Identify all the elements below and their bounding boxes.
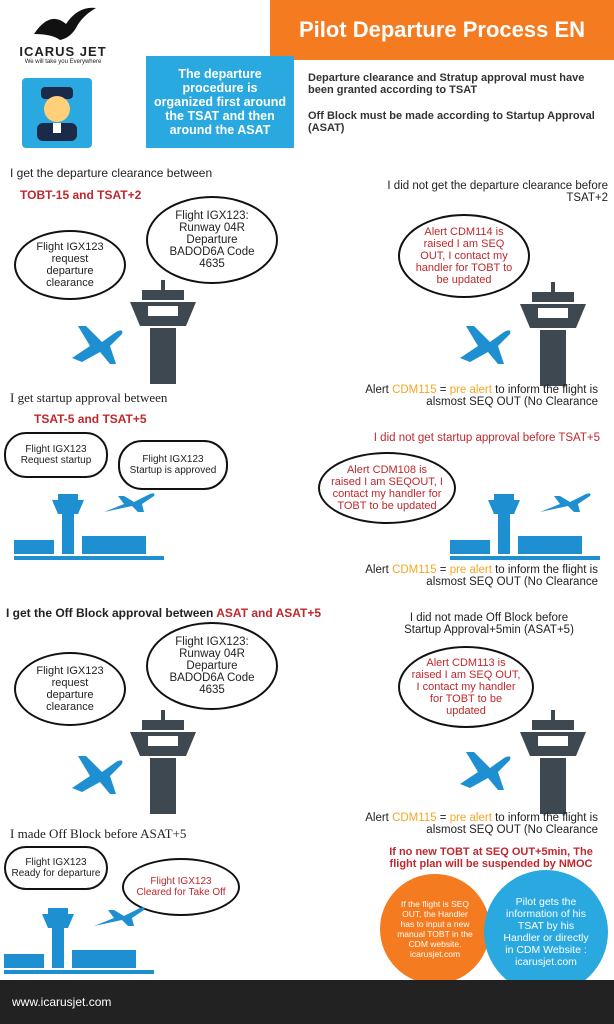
s3-tower-bubble: Flight IGX123: Runway 04R Departure BADOD6A Code 4635 [146, 622, 278, 710]
s4-pilot-bubble: Flight IGX123 Ready for departure [4, 846, 108, 890]
brand-name: ICARUS JET [19, 44, 107, 59]
pilot-avatar [22, 78, 92, 148]
brand-tagline: We will take you Everywhere [24, 59, 102, 65]
s1-left-range: TOBT-15 and TSAT+2 [20, 188, 142, 202]
footer [0, 980, 614, 1024]
s4-blue-circle: Pilot gets the information of his TSAT by his Handler or directly in CDM Website : icarusjet.com [484, 870, 608, 994]
s2-prealert: Alert CDM115 = pre alert to inform the flight is alsmost SEQ OUT (No Clearance [365, 564, 598, 588]
plane-icon [68, 748, 126, 796]
s4-left-heading: I made Off Block before ASAT+5 [10, 826, 187, 841]
footer-link[interactable]: www.icarusjet.com [12, 995, 112, 1009]
s2-left-range: TSAT-5 and TSAT+5 [34, 412, 147, 426]
intro-line-1: Departure clearance and Stratup approval must have been granted according to TSAT [308, 72, 585, 96]
s4-tower-bubble: Flight IGX123 Cleared for Take Off [122, 858, 240, 916]
s1-left-heading: I get the departure clearance between [10, 166, 213, 180]
s4-warning: If no new TOBT at SEQ OUT+5min, The flight plan will be suspended by NMOC [389, 846, 593, 870]
intro-box [146, 56, 294, 148]
airport-icon [450, 482, 600, 562]
pilot-icon [31, 85, 83, 141]
s3-alert-bubble: Alert CDM113 is raised I am SEQ OUT, I contact my handler for TOBT to be updated [398, 646, 534, 728]
s1-tower-bubble: Flight IGX123: Runway 04R Departure BADOD6A Code 4635 [146, 196, 278, 284]
tower-icon [128, 710, 198, 814]
s1-alert-bubble: Alert CDM114 is raised I am SEQ OUT, I contact my handler for TOBT to be updated [398, 214, 530, 298]
plane-icon [68, 318, 126, 366]
tower-icon [128, 280, 198, 384]
s2-alert-bubble: Alert CDM108 is raised I am SEQOUT, I contact my handler for TOBT to be updated [318, 452, 456, 524]
s2-left-heading: I get startup approval between [10, 390, 168, 405]
s3-left-heading: I get the Off Block approval between ASAT and ASAT+5 [6, 606, 322, 620]
tower-icon [518, 282, 588, 386]
s2-pilot-bubble: Flight IGX123 Request startup [4, 432, 108, 478]
plane-icon [456, 318, 514, 366]
s3-right-heading: I did not made Off Block before Startup Approval+5min (ASAT+5) [404, 612, 574, 636]
page-title: Pilot Departure Process EN [270, 0, 614, 60]
eagle-icon [30, 4, 100, 44]
airport-icon [4, 896, 154, 976]
intro-line-2: Off Block must be made according to Startup Approval (ASAT) [308, 110, 595, 134]
s1-pilot-bubble: Flight IGX123 request departure clearance [14, 230, 126, 300]
s1-prealert: Alert CDM115 = pre alert to inform the flight is alsmost SEQ OUT (No Clearance [365, 384, 598, 408]
brand-logo [18, 4, 108, 66]
tower-icon [518, 710, 588, 814]
s2-right-heading: I did not get startup approval before TSAT+5 [373, 432, 600, 444]
s2-tower-bubble: Flight IGX123 Startup is approved [118, 440, 228, 490]
intro-box-text: The departure procedure is organized first around the TSAT and then around the ASAT [154, 67, 286, 137]
plane-icon [456, 744, 514, 792]
s1-right-heading: I did not get the departure clearance before TSAT+2 [387, 180, 608, 204]
s3-prealert: Alert CDM115 = pre alert to inform the flight is alsmost SEQ OUT (No Clearance [365, 812, 598, 836]
airport-icon [14, 482, 164, 562]
s4-orange-circle: If the flight is SEQ OUT, the Handler has to input a new manual TOBT in the CDM website. icarusjet.com [380, 874, 490, 984]
s3-pilot-bubble: Flight IGX123 request departure clearance [14, 652, 126, 726]
